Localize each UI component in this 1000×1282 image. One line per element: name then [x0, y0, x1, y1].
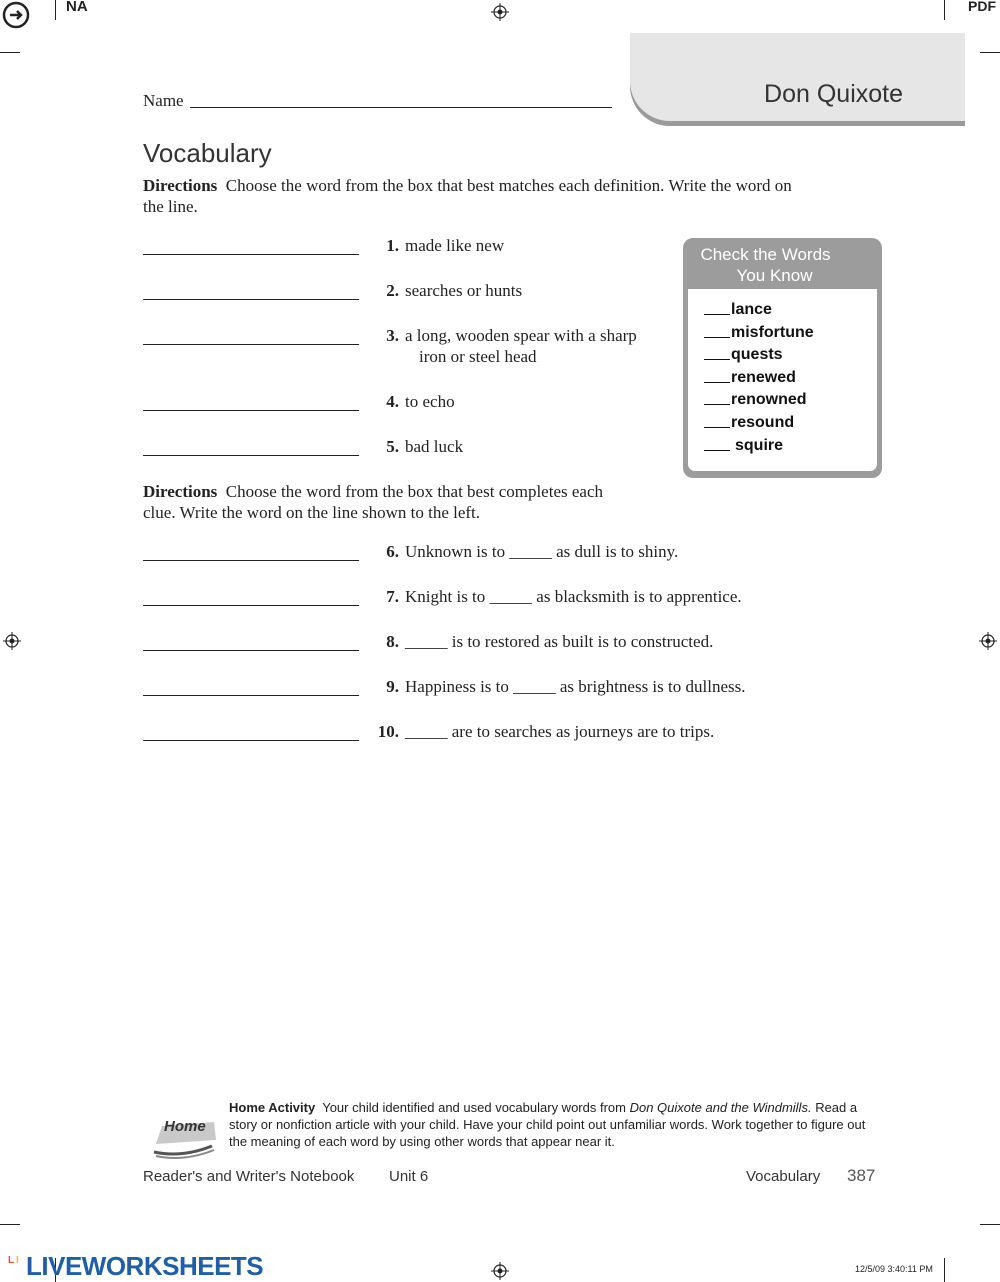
section-heading: Vocabulary — [143, 138, 272, 168]
item-number: 3. — [386, 326, 399, 345]
item-clue: Knight is to _____ as blacksmith is to apprentice. — [405, 587, 742, 606]
item-number: 6. — [386, 542, 399, 561]
tag-right: PDF — [968, 0, 996, 14]
page-number: 387 — [847, 1166, 876, 1185]
crop-mark — [980, 52, 1000, 53]
print-timestamp: 12/5/09 3:40:11 PM — [855, 1264, 933, 1274]
wordbox-title — [683, 244, 848, 286]
word-label: renewed — [731, 369, 796, 386]
answer-line[interactable] — [143, 560, 359, 561]
item-clue: _____ is to restored as built is to constructed. — [405, 632, 714, 651]
crop-mark — [55, 0, 56, 20]
answer-line[interactable] — [143, 299, 359, 300]
answer-line[interactable] — [143, 605, 359, 606]
answer-line[interactable] — [143, 410, 359, 411]
logo-letter: I — [16, 1255, 19, 1266]
home-activity-story: Don Quixote and the Windmills. — [629, 1100, 812, 1115]
crop-mark — [944, 1258, 945, 1282]
home-activity-icon — [152, 1110, 220, 1160]
word-label: misfortune — [731, 324, 814, 341]
footer-section: Vocabulary — [746, 1168, 821, 1185]
answer-line[interactable] — [143, 254, 359, 255]
directions-label: Directions — [143, 482, 218, 501]
directions-text: the line. — [143, 197, 198, 216]
item-number: 10. — [377, 722, 399, 741]
item-definition: bad luck — [405, 437, 464, 456]
word-item[interactable] — [704, 369, 796, 387]
check-blank[interactable] — [704, 404, 730, 405]
word-item[interactable] — [704, 324, 814, 342]
directions-label: Directions — [143, 176, 218, 195]
word-item[interactable] — [704, 391, 807, 409]
answer-line[interactable] — [143, 455, 359, 456]
item-number: 5. — [386, 437, 399, 456]
item-number: 9. — [386, 677, 399, 696]
registration-mark-icon — [3, 632, 21, 650]
item-definition: a long, wooden spear with a sharp — [405, 326, 637, 345]
answer-line[interactable] — [143, 740, 359, 741]
item-definition-cont: iron or steel head — [419, 347, 537, 366]
item-number: 4. — [386, 392, 399, 411]
registration-mark-icon — [491, 3, 509, 21]
page-title: Don Quixote — [764, 80, 903, 108]
check-blank[interactable] — [704, 450, 730, 451]
directions-part1 — [143, 175, 792, 217]
wordbox-title-line: Check the Words — [700, 245, 831, 264]
title-tab — [630, 33, 965, 126]
footer-unit: Unit 6 — [389, 1168, 429, 1185]
wordbox-title-line: You Know — [736, 266, 813, 285]
word-item[interactable] — [704, 301, 772, 319]
registration-mark-icon — [491, 1262, 509, 1280]
liveworksheets-mark — [8, 1255, 26, 1277]
answer-line[interactable] — [143, 650, 359, 651]
crop-mark — [0, 52, 20, 53]
home-activity-text: Read a story or nonfiction article with your child. Have your child point out unfamiliar words. Work together to figure out the meaning of each word by using other words that appear near it. — [229, 1100, 866, 1149]
home-icon-label: Home — [164, 1118, 206, 1135]
name-line[interactable] — [190, 107, 612, 108]
word-label: squire — [735, 437, 784, 454]
word-label: renowned — [731, 391, 807, 408]
home-activity — [229, 1099, 879, 1150]
crop-mark — [980, 1224, 1000, 1225]
check-blank[interactable] — [704, 382, 730, 383]
directions-part2 — [143, 481, 603, 523]
registration-mark-icon — [979, 632, 997, 650]
liveworksheets-logo[interactable]: LIVEWORKSHEETS — [26, 1251, 264, 1281]
footer-book: Reader's and Writer's Notebook — [143, 1168, 355, 1185]
check-blank[interactable] — [704, 337, 730, 338]
item-number: 1. — [386, 236, 399, 255]
check-words-box — [683, 238, 882, 478]
item-clue: Happiness is to _____ as brightness is to dullness. — [405, 677, 746, 696]
item-definition: to echo — [405, 392, 455, 411]
word-label: lance — [731, 301, 772, 318]
check-blank[interactable] — [704, 359, 730, 360]
word-item[interactable] — [704, 346, 783, 364]
publisher-logo-icon — [2, 1, 30, 29]
check-blank[interactable] — [704, 427, 730, 428]
item-clue: _____ are to searches as journeys are to trips. — [405, 722, 715, 741]
logo-letter: L — [8, 1255, 15, 1266]
item-definition: made like new — [405, 236, 505, 255]
item-number: 8. — [386, 632, 399, 651]
item-definition: searches or hunts — [405, 281, 523, 300]
item-number: 7. — [386, 587, 399, 606]
answer-line[interactable] — [143, 344, 359, 345]
word-item[interactable] — [704, 437, 783, 455]
home-activity-text: Your child identified and used vocabulary words from — [322, 1100, 626, 1115]
word-label: quests — [731, 346, 783, 363]
item-clue: Unknown is to _____ as dull is to shiny. — [405, 542, 679, 561]
check-blank[interactable] — [704, 314, 730, 315]
home-activity-label: Home Activity — [229, 1100, 316, 1115]
tag-left: NA — [66, 0, 88, 15]
crop-mark — [944, 0, 945, 20]
wordbox-list — [688, 289, 877, 471]
item-number: 2. — [386, 281, 399, 300]
directions-text: Choose the word from the box that best completes each — [225, 482, 604, 501]
word-item[interactable] — [704, 414, 794, 432]
crop-mark — [0, 1224, 20, 1225]
word-label: resound — [731, 414, 795, 431]
directions-text: Choose the word from the box that best matches each definition. Write the word on — [225, 176, 792, 195]
answer-line[interactable] — [143, 695, 359, 696]
name-label: Name — [143, 91, 184, 110]
directions-text: clue. Write the word on the line shown to the left. — [143, 503, 481, 522]
